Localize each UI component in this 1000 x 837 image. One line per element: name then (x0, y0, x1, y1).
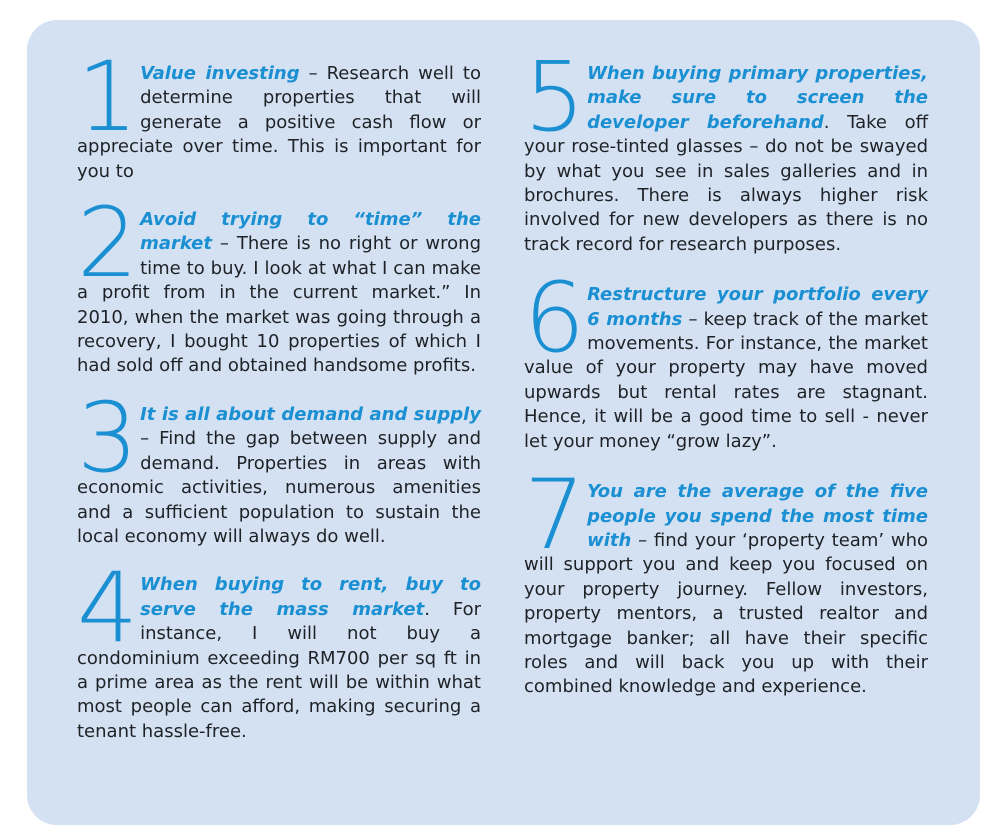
tip-body: – keep track of the market movements. For instance, the market value of your property may have moved upwards but rental rates are stagnant. Hence, it will be a good time to sell - never let your money “grow lazy”. (524, 308, 928, 452)
tip-5 (524, 41, 929, 257)
tip-heading: Avoid trying to “time” the market (140, 209, 481, 255)
tip-body: . Take off your rose-tinted glasses – do not be swayed by what you see in sales galleries and in brochures. There is always higher risk involved for new developers as there is no track record for research purposes. (524, 111, 929, 255)
tip-4 (77, 552, 481, 744)
tips-column-left (77, 41, 481, 744)
tip-heading: When buying to rent, buy to serve the mass market (140, 574, 481, 620)
tip-body: – There is no right or wrong time to buy. I look at what I can make a profit from in the current market.” In 2010, when the market was going through a recovery, I bought 10 properties of which I had sold off and obtained handsome profits. (77, 233, 481, 377)
tip-heading: Value investing (140, 63, 300, 84)
tip-number: 3 (77, 381, 137, 494)
tip-number: 7 (524, 459, 584, 572)
tip-number: 1 (77, 41, 137, 153)
tip-number: 6 (524, 262, 584, 375)
tip-body: – find your ‘property team’ who will support you and keep you focused on your property journey. Fellow investors, property mentors, a trusted realtor and mortgage banker; all have their specific roles and will back you up with their combined knowledge and experience. (524, 529, 928, 698)
tip-3 (77, 381, 481, 549)
tip-body: – Find the gap between supply and demand. Properties in areas with economic activities, numerous amenities and a sufficient population to sustain the local economy will always do well. (77, 428, 481, 547)
tip-1 (77, 41, 481, 184)
tip-2 (77, 187, 481, 379)
tip-body: – Research well to determine properties that will generate a positive cash flow or appreciate over time. This is important for you to (77, 63, 481, 182)
tip-number: 2 (77, 187, 137, 300)
tip-heading: You are the average of the five people you spend the most time with (587, 481, 928, 551)
tip-heading: When buying primary properties, make sure to screen the developer beforehand (587, 63, 928, 133)
tip-number: 4 (77, 552, 137, 665)
tip-heading: Restructure your portfolio every 6 months (587, 284, 928, 330)
tip-body: . For instance, I will not buy a condominium exceeding RM700 per sq ft in a prime area as the rent will be within what most people can afford, making securing a tenant hassle-free. (77, 598, 481, 742)
tip-7 (524, 459, 928, 700)
tip-number: 5 (524, 41, 584, 153)
tip-heading: It is all about demand and supply (140, 403, 481, 425)
tips-column-right (524, 41, 929, 700)
tip-6 (524, 262, 928, 454)
